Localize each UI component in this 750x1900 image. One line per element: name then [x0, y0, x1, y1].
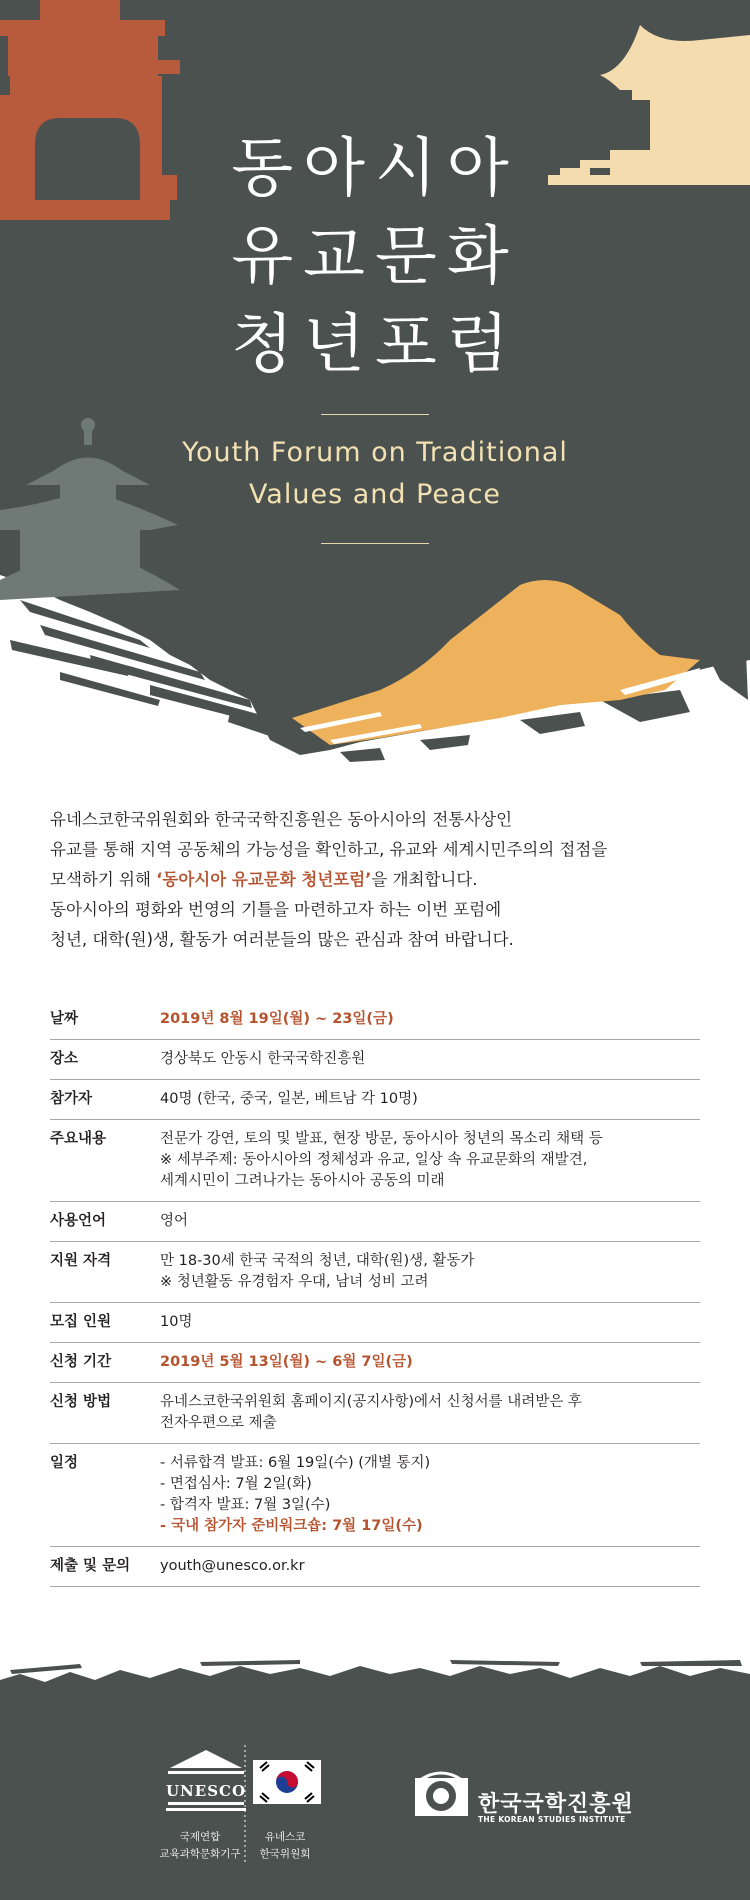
korean-flag-icon	[253, 1760, 321, 1804]
schedule-line-3: - 합격자 발표: 7월 3일(수)	[160, 1497, 331, 1513]
details-row-recruit	[50, 1303, 700, 1343]
korean-studies-institute-name: 한국국학진흥원	[478, 1792, 634, 1817]
subtitle-line-1: Youth Forum on Traditional	[182, 437, 568, 468]
details-row-method	[50, 1383, 700, 1444]
intro-line-1: 유네스코한국위원회와 한국국학진흥원은 동아시아의 전통사상인	[50, 810, 513, 829]
details-row-language	[50, 1202, 700, 1242]
intro-line-3-pre: 모색하기 위해	[50, 870, 157, 889]
forum-subtitle	[0, 432, 750, 516]
event-details-table	[50, 1000, 700, 1587]
intro-line-5: 청년, 대학(원)생, 활동가 여러분들의 많은 관심과 참여 바랍니다.	[50, 930, 514, 949]
knc-text	[250, 1829, 320, 1863]
details-row-schedule	[50, 1444, 700, 1547]
unesco-logo-text: UNESCO	[165, 1782, 247, 1800]
eligibility-line-1: 만 18-30세 한국 국적의 청년, 대학(원)생, 활동가	[160, 1253, 475, 1269]
korean-studies-institute-english: THE KOREAN STUDIES INSTITUTE	[478, 1815, 626, 1824]
recruit-value: 10명	[160, 1314, 193, 1330]
venue-label: 장소	[50, 1051, 79, 1067]
knc-line-2: 한국위원회	[259, 1848, 311, 1860]
hero-banner	[0, 0, 750, 780]
intro-forum-name-highlight: ‘동아시아 유교문화 청년포럼’	[156, 870, 372, 889]
method-value	[160, 1392, 700, 1434]
contact-label: 제출 및 문의	[50, 1558, 131, 1574]
forum-title	[0, 125, 750, 389]
schedule-workshop-highlight: - 국내 참가자 준비워크숍: 7월 17일(수)	[160, 1518, 423, 1534]
details-row-period	[50, 1343, 700, 1383]
title-line-3: 청년포럼	[231, 308, 519, 382]
details-row-date	[50, 1000, 700, 1040]
eligibility-label: 지원 자격	[50, 1253, 112, 1269]
language-value: 영어	[160, 1213, 189, 1229]
footer-banner	[0, 1660, 750, 1900]
unesco-org-line-1: 국제연합	[179, 1831, 221, 1843]
method-label: 신청 방법	[50, 1394, 112, 1410]
intro-line-4: 동아시아의 평화와 번영의 기틀을 마련하고자 하는 이번 포럼에	[50, 900, 502, 919]
details-row-venue	[50, 1040, 700, 1080]
schedule-label: 일정	[50, 1455, 79, 1471]
footer-background	[0, 1660, 750, 1900]
details-row-content	[50, 1120, 700, 1202]
contact-email[interactable]: youth@unesco.or.kr	[160, 1558, 305, 1574]
intro-paragraph	[50, 805, 700, 955]
unesco-org-text	[140, 1829, 260, 1863]
details-row-contact	[50, 1547, 700, 1587]
content-line-3: 세계시민이 그려나가는 동아시아 공동의 미래	[160, 1173, 445, 1189]
content-line-2: ※ 세부주제: 동아시아의 정체성과 유교, 일상 속 유교문화의 재발견,	[160, 1152, 588, 1168]
subtitle-line-2: Values and Peace	[248, 479, 502, 510]
participants-value: 40명 (한국, 중국, 일본, 베트남 각 10명)	[160, 1091, 418, 1107]
eligibility-value	[160, 1251, 700, 1293]
knc-line-1: 유네스코	[264, 1831, 306, 1843]
title-line-1: 동아시아	[231, 132, 519, 206]
content-line-1: 전문가 강연, 토의 및 발표, 현장 방문, 동아시아 청년의 목소리 채택 등	[160, 1131, 603, 1147]
content-label: 주요내용	[50, 1131, 107, 1147]
intro-line-2: 유교를 통해 지역 공동체의 가능성을 확인하고, 유교와 세계시민주의의 접점을	[50, 840, 608, 859]
eligibility-line-2: ※ 청년활동 유경험자 우대, 남녀 성비 고려	[160, 1274, 429, 1290]
schedule-value	[160, 1453, 700, 1537]
period-label: 신청 기간	[50, 1354, 112, 1370]
unesco-org-line-2: 교육과학문화기구	[159, 1848, 241, 1860]
language-label: 사용언어	[50, 1213, 107, 1229]
details-row-eligibility	[50, 1242, 700, 1303]
schedule-line-1: - 서류합격 발표: 6월 19일(수) (개별 통지)	[160, 1455, 431, 1471]
venue-value: 경상북도 안동시 한국국학진흥원	[160, 1051, 366, 1067]
date-label: 날짜	[50, 1011, 79, 1027]
method-line-2: 전자우편으로 제출	[160, 1415, 277, 1431]
hero-illustration	[0, 0, 750, 780]
korean-studies-institute-logo-icon	[415, 1773, 468, 1816]
content-value	[160, 1129, 700, 1192]
title-divider-top	[321, 414, 429, 415]
schedule-line-2: - 면접심사: 7월 2일(화)	[160, 1476, 312, 1492]
method-line-1: 유네스코한국위원회 홈페이지(공지사항)에서 신청서를 내려받은 후	[160, 1394, 582, 1410]
details-row-participants	[50, 1080, 700, 1120]
title-divider-bottom	[321, 543, 429, 544]
participants-label: 참가자	[50, 1091, 93, 1107]
date-value: 2019년 8월 19일(월) ~ 23일(금)	[160, 1011, 394, 1027]
period-value: 2019년 5월 13일(월) ~ 6월 7일(금)	[160, 1354, 413, 1370]
intro-line-3-post: 을 개최합니다.	[371, 870, 478, 889]
recruit-label: 모집 인원	[50, 1314, 112, 1330]
title-line-2: 유교문화	[231, 220, 519, 294]
